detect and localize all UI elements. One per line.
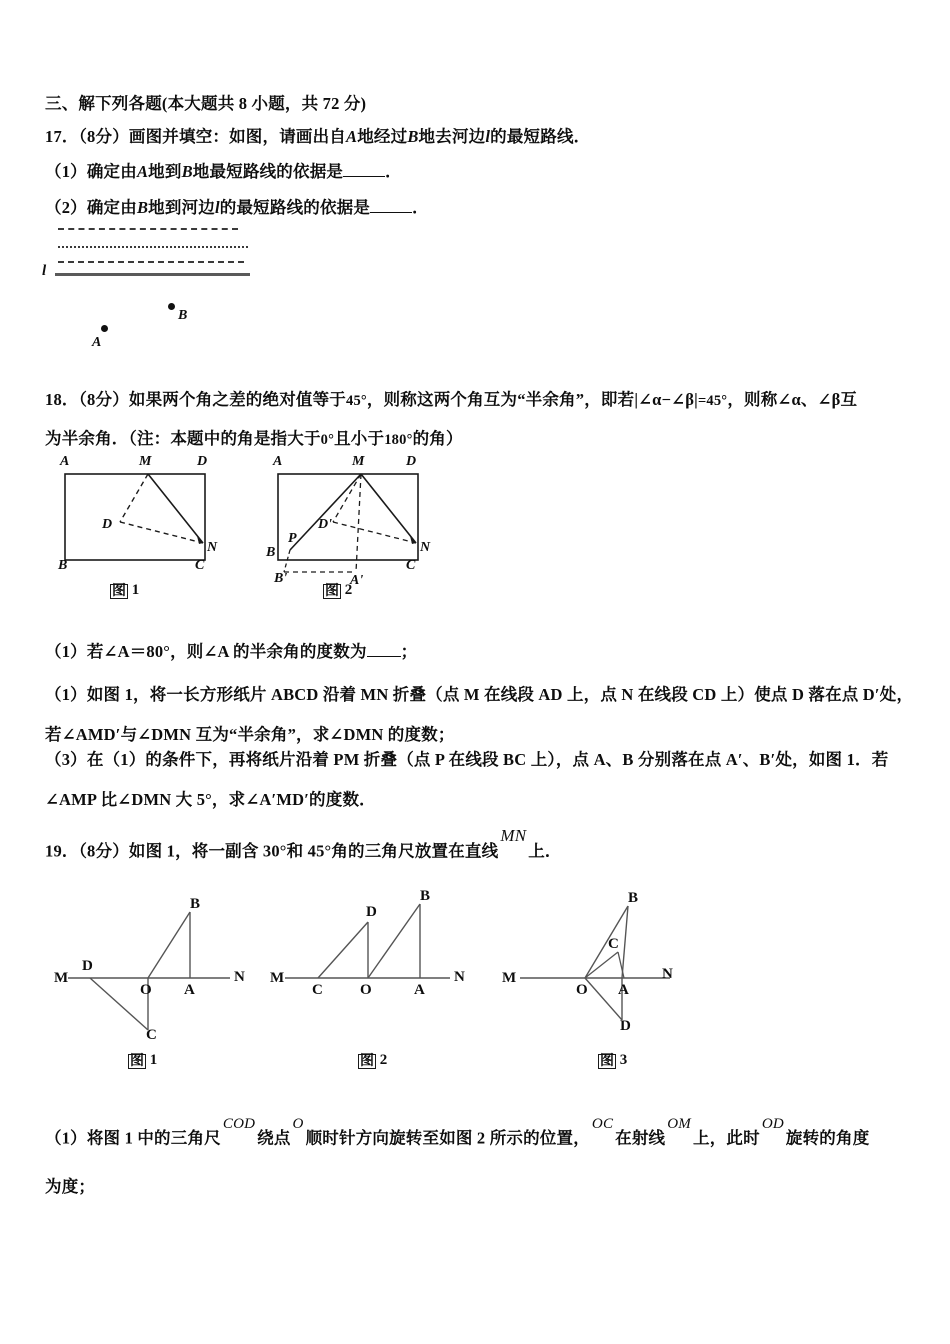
q18-fig2-caption bbox=[323, 582, 352, 599]
q18-fig1-label-c: C bbox=[195, 558, 205, 573]
q17-sub1-mid: 地到 bbox=[148, 162, 182, 181]
q19-fig3-label-m: M bbox=[502, 970, 517, 986]
q19-fig2-label-n: N bbox=[454, 969, 465, 985]
q18-sub2-line2: 若∠AMD′与∠DMN 互为“半余角”，求∠DMN 的度数； bbox=[45, 725, 455, 744]
q19-fig1-label-a: A bbox=[184, 982, 195, 998]
q17-stem-b: B bbox=[407, 127, 419, 146]
q19-fig3-caption-num: 3 bbox=[619, 1052, 628, 1068]
q18-fig1-label-d: D bbox=[197, 454, 208, 469]
q17-sub2 bbox=[45, 196, 429, 221]
q18-stem-0deg: 0° bbox=[320, 432, 335, 448]
q18-fig2-label-bprime: B' bbox=[274, 571, 288, 586]
q19-figure-2 bbox=[270, 888, 490, 1069]
q18-stem-eq: =45° bbox=[697, 393, 728, 409]
q17-stem bbox=[45, 125, 590, 150]
q19-sub1-p2: 绕点 bbox=[257, 1128, 291, 1148]
q19-fig2-label-a: A bbox=[414, 982, 425, 998]
q17-sub2-b: B bbox=[136, 198, 149, 217]
q19-fig2-label-d: D bbox=[366, 904, 377, 920]
q17-dashed-line-2 bbox=[58, 246, 248, 248]
q18-fig1-caption-num: 1 bbox=[131, 582, 140, 598]
q18-stem2-end: 的角） bbox=[412, 429, 463, 448]
q18-figure-1 bbox=[55, 454, 235, 599]
q18-stem-abs: |∠α−∠β| bbox=[634, 390, 698, 409]
tu-glyph-icon: 图 bbox=[600, 1054, 614, 1069]
q17-sub2-l: l bbox=[214, 198, 220, 217]
q19-sub1-line2: 为度； bbox=[45, 1177, 96, 1196]
q17-river-label: l bbox=[42, 263, 47, 279]
q18-fig2-caption-num: 2 bbox=[344, 582, 353, 598]
q17-stem-mid2: 地去河边 bbox=[418, 127, 486, 146]
q19-fig3-label-c: C bbox=[608, 936, 619, 952]
q19-fig1-label-d: D bbox=[82, 958, 93, 974]
q18-figure-2 bbox=[266, 454, 448, 599]
q18-stem-end: ，则称∠α、∠β互 bbox=[727, 390, 858, 409]
q19-stem-post: 上． bbox=[528, 841, 562, 861]
q18-fig2-label-b: B bbox=[266, 545, 276, 560]
q18-stem-mid: ，则称这两个角互为“半余角”，即若 bbox=[366, 390, 635, 409]
q17-point-b-label: B bbox=[178, 308, 188, 323]
q17-sub2-mid: 地到河边 bbox=[148, 198, 215, 217]
q17-sub1-a: A bbox=[136, 162, 149, 181]
q18-fig1-drawing bbox=[55, 460, 235, 575]
q19-figure-3 bbox=[502, 890, 730, 1069]
q19-sub1-line1 bbox=[45, 1116, 870, 1151]
q18-stem-line2 bbox=[45, 427, 463, 452]
q18-fig2-label-p: P bbox=[288, 531, 297, 546]
q19-fig1-label-c: C bbox=[146, 1027, 157, 1043]
q19-stem bbox=[45, 826, 562, 864]
q18-fig1-caption bbox=[110, 582, 139, 599]
q18-fig2-drawing bbox=[268, 460, 448, 590]
q17-sub1-post: 地最短路线的依据是 bbox=[192, 162, 344, 181]
q19-fig2-caption-num: 2 bbox=[379, 1052, 388, 1068]
q17-dashed-line-1 bbox=[58, 228, 238, 230]
q19-sub1-od: OD bbox=[761, 1116, 784, 1132]
q19-fig3-label-b: B bbox=[628, 890, 639, 906]
q19-fig2-label-b: B bbox=[420, 888, 431, 904]
q19-fig1-label-n: N bbox=[234, 969, 245, 985]
q17-sub1-b: B bbox=[181, 162, 193, 181]
q19-fig2-label-c: C bbox=[312, 982, 323, 998]
q17-sub2-pre: （2）确定由 bbox=[45, 198, 137, 217]
q19-stem-pre: 19．（8分）如图 1，将一副含 30°和 45°角的三角尺放置在直线 bbox=[45, 841, 499, 861]
q19-stem-mn: MN bbox=[500, 826, 527, 845]
q18-stem-45: 45° bbox=[346, 393, 367, 409]
q18-fig2-label-m: M bbox=[352, 454, 365, 469]
q19-fig3-label-d: D bbox=[620, 1018, 631, 1034]
q18-sub1 bbox=[45, 640, 417, 665]
q18-sub3-line2: ∠AMP 比∠DMN 大 5°，求∠A′MD′的度数． bbox=[45, 790, 376, 809]
q18-stem-pre: 18．（8分）如果两个角之差的绝对值等于 bbox=[45, 390, 346, 409]
q17-point-a-dot bbox=[101, 325, 108, 332]
q17-sub1 bbox=[45, 160, 402, 185]
q17-sub1-pre: （1）确定由 bbox=[45, 162, 137, 181]
q19-sub1-p6: 旋转的角度 bbox=[785, 1128, 870, 1148]
q18-stem-line1 bbox=[45, 388, 857, 413]
q19-sub1-p1: （1）将图 1 中的三角尺 bbox=[45, 1128, 221, 1148]
q19-sub1-om: OM bbox=[667, 1116, 691, 1132]
q18-sub3-line1: （3）在（1）的条件下，再将纸片沿着 PM 折叠（点 P 在线段 BC 上），点 A、B 分别落在点 A′、B′处，如图 1．若 bbox=[45, 750, 889, 769]
tu-glyph-icon: 图 bbox=[360, 1054, 374, 1069]
section-heading: 三、解下列各题(本大题共 8 小题，共 72 分) bbox=[45, 94, 367, 113]
q18-sub1-text: （1）若∠A＝80°，则∠A 的半余角的度数为 bbox=[45, 642, 367, 661]
q18-fig2-label-d: D bbox=[406, 454, 417, 469]
q17-sub1-end: ． bbox=[385, 162, 402, 181]
q19-sub1-cod: COD bbox=[222, 1116, 256, 1132]
q17-point-a-label: A bbox=[92, 335, 102, 350]
q19-fig2-label-m: M bbox=[270, 970, 285, 986]
q19-fig1-caption-num: 1 bbox=[149, 1052, 158, 1068]
q19-fig2-label-o: O bbox=[360, 982, 372, 998]
q18-fig2-label-dprime: D' bbox=[318, 517, 332, 532]
q19-sub1-oc: OC bbox=[591, 1116, 614, 1132]
tu-glyph-icon: 图 bbox=[112, 584, 126, 599]
q18-sub1-end: ； bbox=[400, 642, 418, 661]
q19-fig1-caption bbox=[128, 1052, 157, 1069]
q18-fig2-label-a: A bbox=[273, 454, 283, 469]
q19-fig3-caption bbox=[598, 1052, 627, 1069]
q17-river-line bbox=[55, 273, 250, 276]
tu-glyph-icon: 图 bbox=[325, 584, 339, 599]
q19-fig3-label-o: O bbox=[576, 982, 588, 998]
q18-fig1-label-n: N bbox=[207, 540, 218, 555]
q17-sub2-end: ． bbox=[412, 198, 429, 217]
q17-point-b-dot bbox=[168, 303, 175, 310]
q19-fig2-drawing bbox=[290, 890, 490, 1040]
q18-fig1-label-dprime: D bbox=[102, 517, 113, 532]
q17-stem-prefix: 17．（8分）画图并填空：如图，请画出自 bbox=[45, 127, 346, 146]
q19-fig3-label-n: N bbox=[662, 966, 673, 982]
q17-sub2-post: 的最短路线的依据是 bbox=[219, 198, 371, 217]
q19-sub1-p4: 在射线 bbox=[615, 1128, 666, 1148]
q19-sub1-o: O bbox=[292, 1116, 304, 1132]
q17-stem-l: l bbox=[485, 127, 491, 146]
q18-stem2-pre: 为半余角．（注：本题中的角是指大于 bbox=[45, 429, 321, 448]
q19-fig1-label-b: B bbox=[190, 896, 201, 912]
q18-fig2-label-c: C bbox=[406, 558, 416, 573]
q18-fig1-label-a: A bbox=[60, 454, 70, 469]
q17-sub1-answer-blank[interactable] bbox=[343, 176, 385, 177]
tu-glyph-icon: 图 bbox=[130, 1054, 144, 1069]
q18-stem2-mid: 且小于 bbox=[334, 429, 385, 448]
q18-fig2-label-n: N bbox=[420, 540, 431, 555]
q18-fig1-label-m: M bbox=[139, 454, 152, 469]
q19-fig2-caption bbox=[358, 1052, 387, 1069]
q19-fig1-label-o: O bbox=[140, 982, 152, 998]
q18-sub1-answer-blank[interactable] bbox=[367, 656, 401, 657]
q18-sub2-line1: （1）如图 1，将一长方形纸片 ABCD 沿着 MN 折叠（点 M 在线段 AD 上，点 N 在线段 CD 上）使点 D 落在点 D′处， bbox=[45, 685, 914, 704]
q17-sub2-answer-blank[interactable] bbox=[370, 212, 412, 213]
q18-fig1-label-b: B bbox=[58, 558, 68, 573]
q18-fig2-label-aprime: A' bbox=[350, 573, 364, 588]
q17-stem-mid1: 地经过 bbox=[357, 127, 408, 146]
q17-dashed-line-3 bbox=[58, 261, 244, 263]
q19-fig1-label-m: M bbox=[54, 970, 69, 986]
q19-sub1-p3: 顺时针方向旋转至如图 2 所示的位置， bbox=[305, 1128, 590, 1148]
q19-fig3-label-a: A bbox=[618, 982, 629, 998]
q18-stem-180deg: 180° bbox=[384, 432, 413, 448]
q19-figure-1 bbox=[54, 890, 260, 1069]
q17-stem-a: A bbox=[346, 127, 358, 146]
q19-sub1-p5: 上，此时 bbox=[693, 1128, 760, 1148]
q17-stem-suffix: 的最短路线． bbox=[490, 127, 591, 146]
